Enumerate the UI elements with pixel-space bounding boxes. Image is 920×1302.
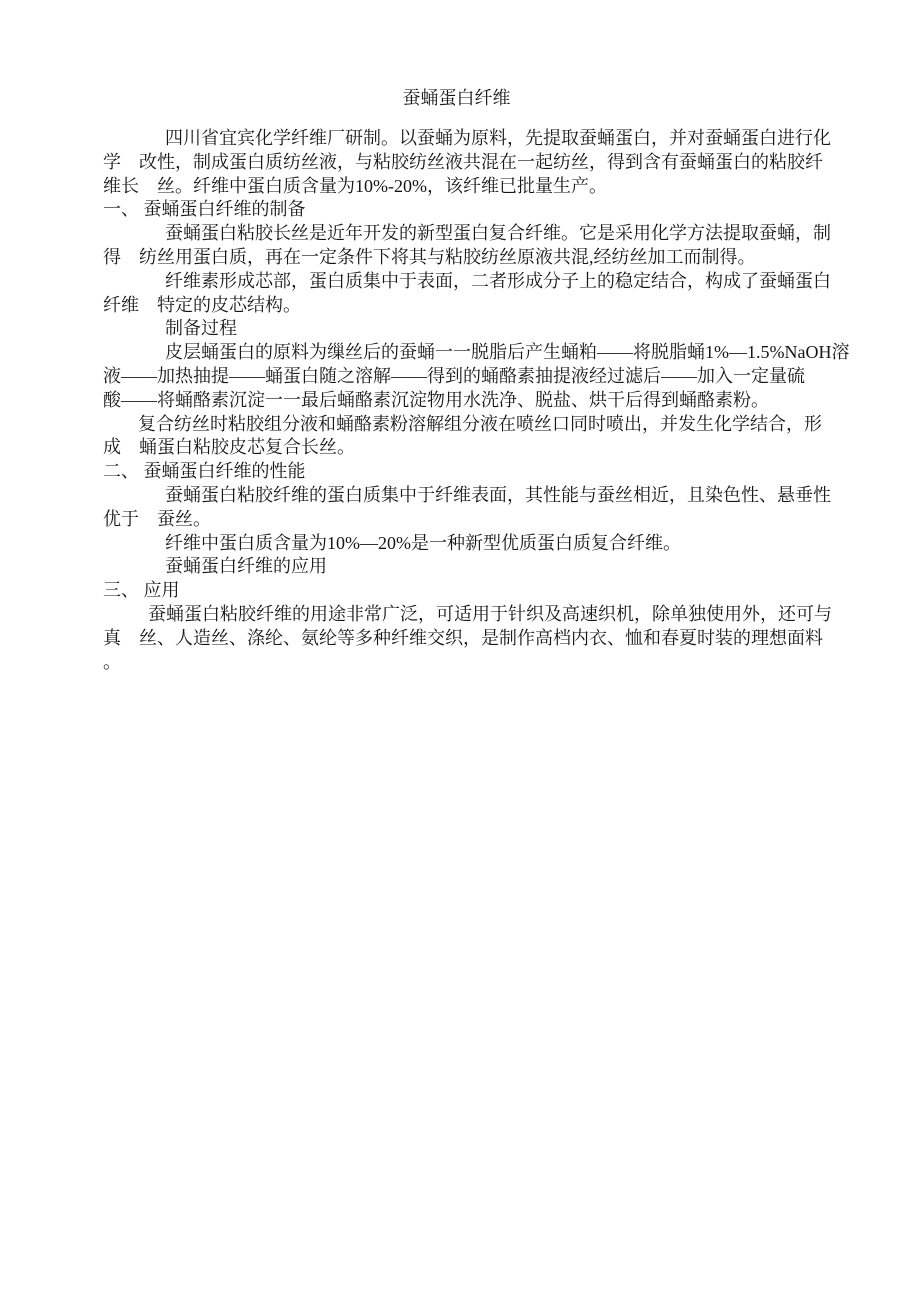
document-body <box>103 86 850 674</box>
text-line: 维长 丝。纤维中蛋白质含量为10%-20%，该纤维已批量生产。 <box>103 175 607 196</box>
text-line: 。 <box>103 651 121 672</box>
text-line: 纤维素形成芯部，蛋白质集中于表面，二者形成分子上的稳定结合，构成了蚕蛹蛋白 <box>165 270 831 291</box>
text-line: 学 改性，制成蛋白质纺丝液，与粘胶纺丝液共混在一起纺丝，得到含有蚕蛹蛋白的粘胶纤 <box>103 151 823 172</box>
text-line: 真 丝、人造丝、涤纶、氨纶等多种纤维交织，是制作高档内衣、恤和春夏时装的理想面料 <box>103 627 823 648</box>
text-line: 纤维 特定的皮芯结构。 <box>103 294 301 315</box>
text-line: 液——加热抽提——蛹蛋白随之溶解——得到的蛹酪素抽提液经过滤后——加入一定量硫 <box>103 365 805 386</box>
text-line: 复合纺丝时粘胶组分液和蛹酪素粉溶解组分液在喷丝口同时喷出，并发生化学结合，形 <box>138 413 822 434</box>
text-line: 成 蛹蛋白粘胶皮芯复合长丝。 <box>103 437 355 458</box>
text-line: 优于 蚕丝。 <box>103 508 211 529</box>
text-line: 酸——将蛹酪素沉淀一一最后蛹酪素沉淀物用水洗净、脱盐、烘干后得到蛹酪素粉。 <box>103 389 769 410</box>
section-heading-3: 三、 应用 <box>103 580 180 601</box>
section-heading-2: 二、 蚕蛹蛋白纤维的性能 <box>103 461 306 482</box>
text-line: 纤维中蛋白质含量为10%—20%是一种新型优质蛋白质复合纤维。 <box>165 532 681 553</box>
text-line: 皮层蛹蛋白的原料为缫丝后的蚕蛹一一脱脂后产生蛹粕——将脱脂蛹1%—1.5%NaOH溶 <box>165 342 850 363</box>
text-line: 四川省宜宾化学纤维厂研制。以蚕蛹为原料，先提取蚕蛹蛋白，并对蚕蛹蛋白进行化 <box>165 128 831 148</box>
subheading-preparation-process: 制备过程 <box>165 318 237 339</box>
section-heading-1: 一、 蚕蛹蛋白纤维的制备 <box>103 199 306 220</box>
text-line: 蚕蛹蛋白粘胶纤维的用途非常广泛，可适用于针织及高速织机，除单独使用外，还可与 <box>148 603 832 624</box>
document-title: 蚕蛹蛋白纤维 <box>402 88 511 108</box>
text-line: 蚕蛹蛋白粘胶长丝是近年开发的新型蛋白复合纤维。它是采用化学方法提取蚕蛹，制 <box>165 223 831 244</box>
subheading-application: 蚕蛹蛋白纤维的应用 <box>165 556 327 577</box>
text-line: 得 纺丝用蛋白质，再在一定条件下将其与粘胶纺丝原液共混,经纺丝加工而制得。 <box>103 246 756 267</box>
text-line: 蚕蛹蛋白粘胶纤维的蛋白质集中于纤维表面，其性能与蚕丝相近，且染色性、悬垂性 <box>165 484 831 505</box>
